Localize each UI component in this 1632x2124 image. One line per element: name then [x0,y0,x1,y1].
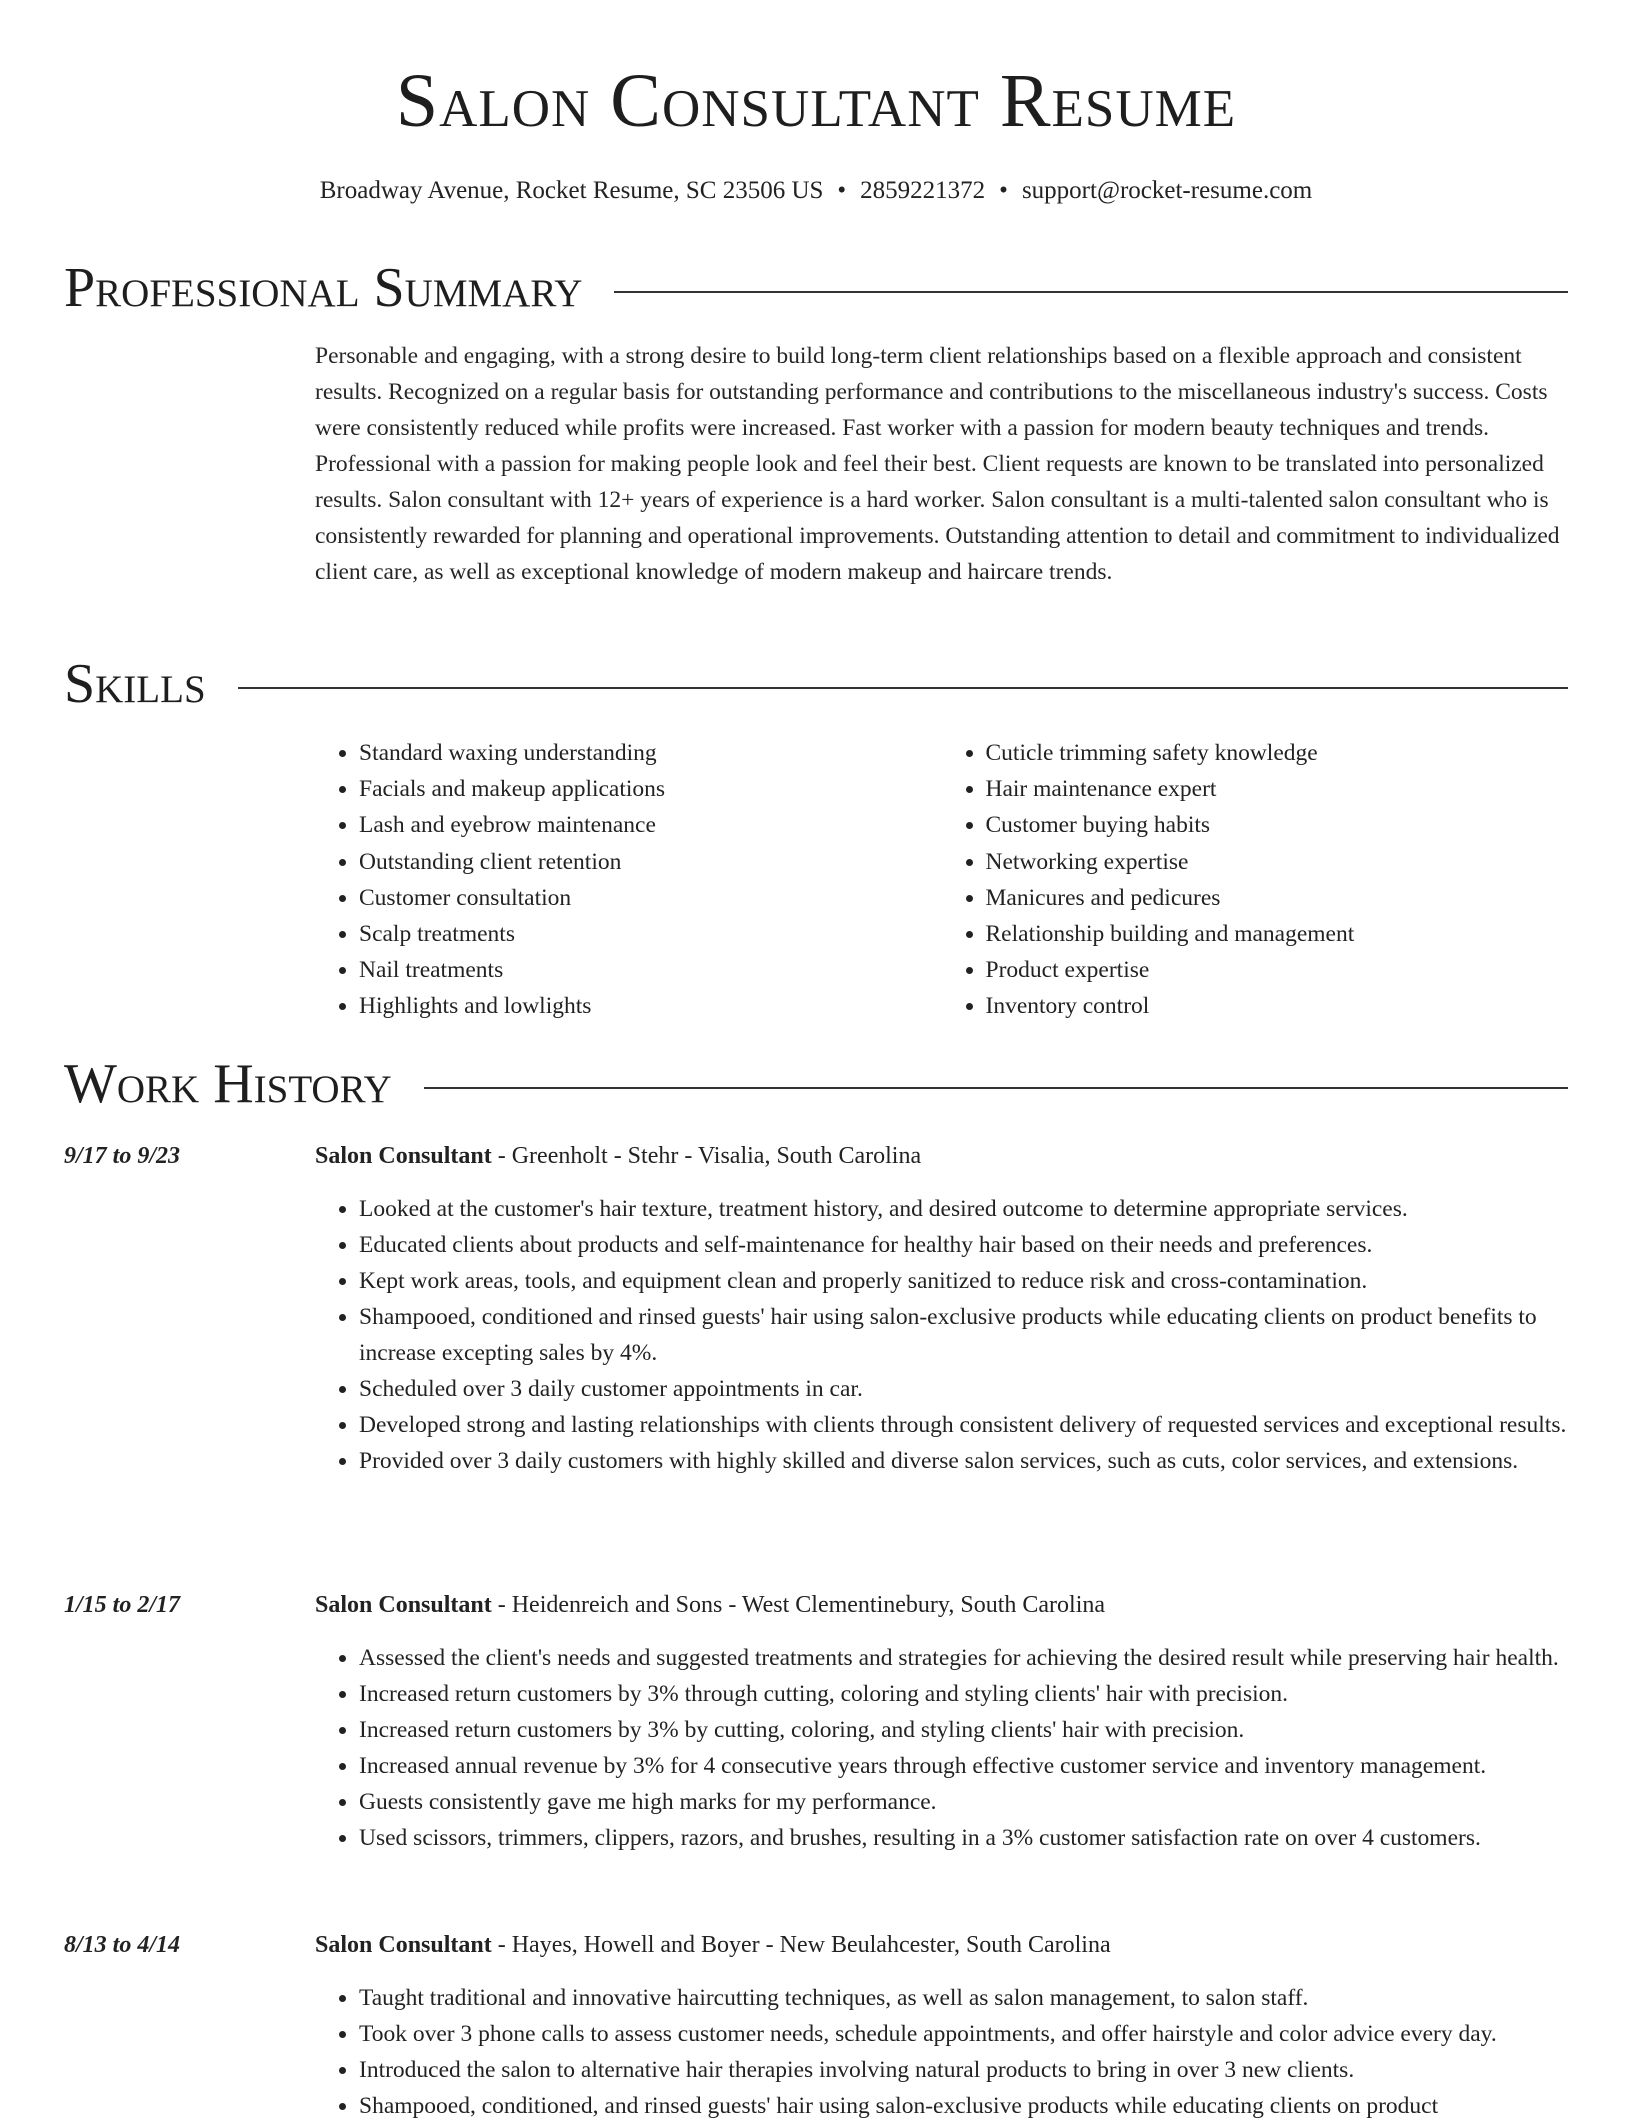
page-title: Salon Consultant Resume [395,59,1237,143]
skill-item: • Networking expertise [986,844,1569,880]
job-role: Salon Consultant [315,1592,492,1618]
skill-item: • Relationship building and management [986,916,1569,952]
job-bullets [315,1980,1568,2124]
job-role: Salon Consultant [315,1932,492,1958]
job-dates: 8/13 to 4/14 [64,1932,181,1958]
job-bullet: • Guests consistently gave me high marks for my performance. [359,1784,1568,1820]
skill-item: • Facials and makeup applications [359,771,942,807]
job-title-line [315,1138,921,1174]
job-role: Salon Consultant [315,1143,492,1169]
skill-item: • Lash and eyebrow maintenance [359,807,942,843]
job-bullet: • Kept work areas, tools, and equipment clean and properly sanitized to reduce risk and cross-contamination. [359,1263,1568,1299]
job-bullet: • Shampooed, conditioned and rinsed guests' hair using salon-exclusive products while educating clients on product benefits to increase excepting sales by 4%. [359,1299,1568,1371]
skill-item: • Product expertise [986,952,1569,988]
skills-list-right [942,735,1569,1025]
skill-item: • Scalp treatments [359,916,942,952]
job-title-line [315,1587,1105,1623]
job-bullet: • Educated clients about products and self-maintenance for healthy hair based on their needs and preferences. [359,1227,1568,1263]
job-bullet: • Took over 3 phone calls to assess customer needs, schedule appointments, and offer hairstyle and color advice every day. [359,2016,1568,2052]
job-bullet: • Developed strong and lasting relationships with clients through consistent delivery of requested services and exceptional results. [359,1407,1568,1443]
skills-grid [315,735,1568,1025]
skills-list-left [315,735,942,1025]
skill-item: • Cuticle trimming safety knowledge [986,735,1569,771]
contact-address: Broadway Avenue, Rocket Resume, SC 23506 US [319,177,824,204]
summary-heading: Professional Summary [64,257,583,319]
job-bullet: • Provided over 3 daily customers with highly skilled and diverse salon services, such as cuts, color services, and extensions. [359,1443,1568,1479]
skill-item: • Outstanding client retention [359,844,942,880]
job-bullet: • Increased return customers by 3% by cutting, coloring, and styling clients' hair with precision. [359,1712,1568,1748]
summary-text: Personable and engaging, with a strong desire to build long-term client relationships based on a flexible approach and consistent results. Recognized on a regular basis for outstanding performance and contributions to the miscellaneous industry's success. Costs were consistently reduced while profits were increased. Fast worker with a passion for modern beauty techniques and trends. Professional with a passion for making people look and feel their best. Client requests are known to be translated into personalized results. Salon consultant with 12+ years of experience is a hard worker. Salon consultant is a multi-talented salon consultant who is consistently rewarded for planning and operational improvements. Outstanding attention to detail and commitment to individualized client care, as well as exceptional knowledge of modern makeup and haircare trends. [315,343,1560,585]
skill-item: • Nail treatments [359,952,942,988]
skill-item: • Highlights and lowlights [359,988,942,1024]
job-bullet: • Shampooed, conditioned, and rinsed guests' hair using salon-exclusive products while educating clients on product [359,2088,1568,2124]
skill-item: • Standard waxing understanding [359,735,942,771]
skills-heading: Skills [64,653,206,715]
contact-separator: • [999,177,1008,204]
job-dates: 1/15 to 2/17 [64,1592,181,1618]
work-heading: Work History [64,1053,392,1115]
job-bullet: • Taught traditional and innovative haircutting techniques, as well as salon management, to salon staff. [359,1980,1568,2016]
skills-section-heading [64,652,1568,716]
job-employer: - Hayes, Howell and Boyer - New Beulahcester, South Carolina [491,1932,1111,1958]
job-employer: - Heidenreich and Sons - West Clementinebury, South Carolina [491,1592,1106,1618]
job-bullets [315,1191,1568,1479]
job-bullet: • Increased return customers by 3% through cutting, coloring and styling clients' hair with precision. [359,1676,1568,1712]
summary-section-heading [64,256,1568,320]
skill-item: • Customer buying habits [986,807,1569,843]
job-bullet: • Increased annual revenue by 3% for 4 consecutive years through effective customer service and inventory management. [359,1748,1568,1784]
section-divider [238,687,1568,689]
section-divider [614,291,1568,293]
job-dates: 9/17 to 9/23 [64,1143,181,1169]
job-employer: - Greenholt - Stehr - Visalia, South Carolina [491,1143,922,1169]
job-bullets [315,1640,1568,1856]
skill-item: • Customer consultation [359,880,942,916]
job-bullet: • Looked at the customer's hair texture, treatment history, and desired outcome to determine appropriate services. [359,1191,1568,1227]
job-bullet: • Used scissors, trimmers, clippers, razors, and brushes, resulting in a 3% customer satisfaction rate on over 4 customers. [359,1820,1568,1856]
skill-item: • Inventory control [986,988,1569,1024]
section-divider [424,1087,1568,1089]
contact-separator: • [837,177,847,204]
job-bullet: • Assessed the client's needs and suggested treatments and strategies for achieving the desired result while preserving hair health. [359,1640,1568,1676]
job-title-line [315,1927,1111,1963]
work-section-heading [64,1052,1568,1116]
skill-item: • Hair maintenance expert [986,771,1569,807]
job-bullet: • Scheduled over 3 daily customer appointments in car. [359,1371,1568,1407]
skill-item: • Manicures and pedicures [986,880,1569,916]
job-bullet: • Introduced the salon to alternative hair therapies involving natural products to bring in over 3 new clients. [359,2052,1568,2088]
contact-phone: 2859221372 [860,177,986,204]
contact-line [64,174,1568,208]
contact-email[interactable]: support@rocket-resume.com [1021,177,1313,204]
